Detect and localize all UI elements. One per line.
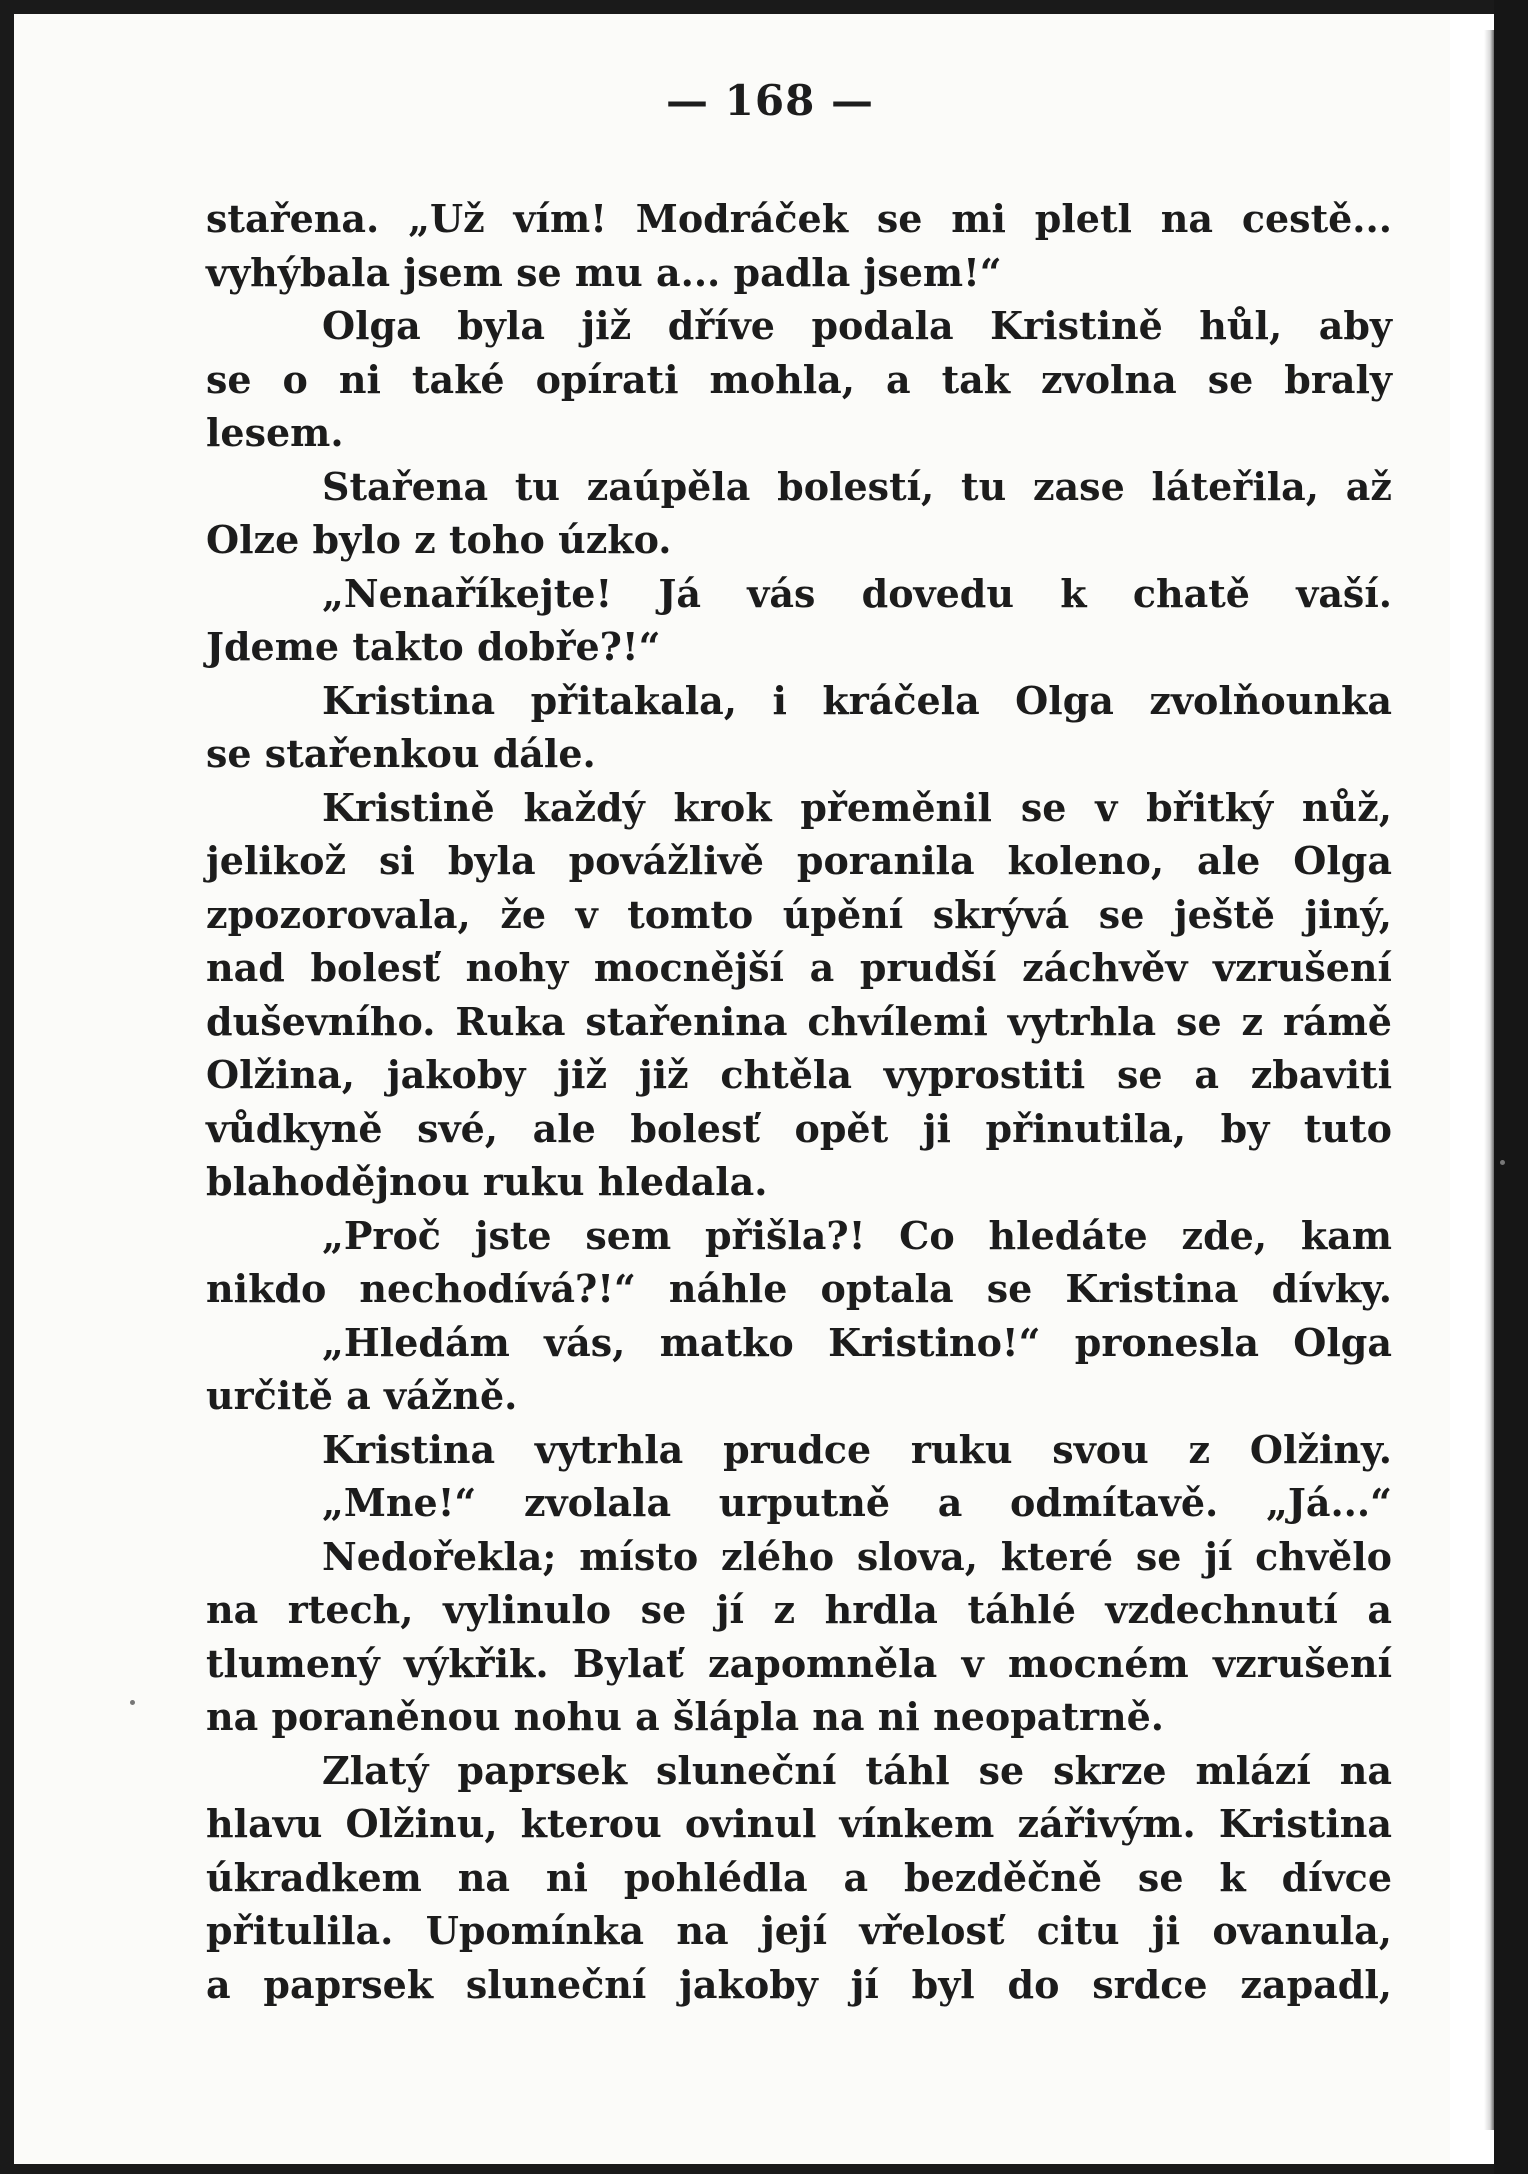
text-line: přitulila. Upomínka na její vřelosť citu ji ovanula, xyxy=(206,1908,1392,1953)
text-line: Olga byla již dříve podala Kristině hůl, aby xyxy=(322,303,1392,348)
text-line: Nedořekla; místo zlého slova, které se jí chvělo xyxy=(322,1533,1392,1579)
text-line: Jdeme takto dobře?!“ xyxy=(206,624,661,669)
scan-speck xyxy=(1500,1160,1505,1165)
text-line: úkradkem na ni pohlédla a bezděčně se k dívce xyxy=(206,1854,1392,1900)
text-line: lesem. xyxy=(206,410,344,455)
text-line: Kristině každý krok přeměnil se v břitký nůž, xyxy=(322,784,1392,830)
text-line: stařena. „Už vím! Modráček se mi pletl na cestě... xyxy=(206,196,1392,241)
text-line: nad bolesť nohy mocnější a prudší záchvěv vzrušení xyxy=(206,945,1392,990)
text-line: Kristina vytrhla prudce ruku svou z Olžiny. xyxy=(322,1426,1392,1472)
text-line: Olze bylo z toho úzko. xyxy=(206,517,672,562)
page-number: — 168 — xyxy=(666,76,874,125)
text-line: Olžina, jakoby již již chtěla vyprostiti se a zbaviti xyxy=(206,1052,1392,1097)
scan-right-edge xyxy=(1494,0,1528,2174)
text-line: tlumený výkřik. Bylať zapomněla v mocném vzrušení xyxy=(206,1640,1392,1686)
text-line: „Nenaříkejte! Já vás dovedu k chatě vaší. xyxy=(322,570,1392,616)
body-text xyxy=(206,192,1392,2011)
text-line: „Proč jste sem přišla?! Co hledáte zde, kam xyxy=(322,1212,1392,1258)
text-line: se o ni také opírati mohla, a tak zvolna se braly xyxy=(206,356,1392,402)
text-line: vůdkyně své, ale bolesť opět ji přinutila, by tuto xyxy=(206,1105,1392,1151)
text-line: vyhýbala jsem se mu a... padla jsem!“ xyxy=(206,249,1002,295)
text-line: Stařena tu zaúpěla bolestí, tu zase láteřila, až xyxy=(322,463,1392,509)
scan-speck xyxy=(130,1700,135,1705)
text-line: a paprsek sluneční jakoby jí byl do srdce zapadl, xyxy=(206,1961,1392,2007)
text-line: zpozorovala, že v tomto úpění skrývá se ještě jiný, xyxy=(206,891,1392,937)
text-line: jelikož si byla povážlivě poranila koleno, ale Olga xyxy=(206,838,1392,883)
text-line: „Hledám vás, matko Kristino!“ pronesla Olga xyxy=(322,1319,1392,1365)
text-line: se stařenkou dále. xyxy=(206,731,596,776)
text-line: „Mne!“ zvolala urputně a odmítavě. „Já...“ xyxy=(322,1480,1392,1525)
text-line: Kristina přitakala, i kráčela Olga zvolňounka xyxy=(322,677,1392,723)
text-line: na rtech, vylinulo se jí z hrdla táhlé vzdechnutí a xyxy=(206,1587,1392,1632)
text-line: duševního. Ruka stařenina chvílemi vytrhla se z rámě xyxy=(206,998,1392,1044)
text-line: určitě a vážně. xyxy=(206,1373,518,1418)
page-edge-shadow xyxy=(1484,30,1494,2130)
text-line: Zlatý paprsek sluneční táhl se skrze mlází na xyxy=(322,1747,1392,1793)
text-line: blahodějnou ruku hledala. xyxy=(206,1159,768,1204)
text-line: nikdo nechodívá?!“ náhle optala se Kristina dívky. xyxy=(206,1266,1392,1311)
text-line: hlavu Olžinu, kterou ovinul vínkem zářivým. Kristina xyxy=(206,1801,1392,1846)
text-line: na poraněnou nohu a šlápla na ni neopatrně. xyxy=(206,1694,1165,1739)
